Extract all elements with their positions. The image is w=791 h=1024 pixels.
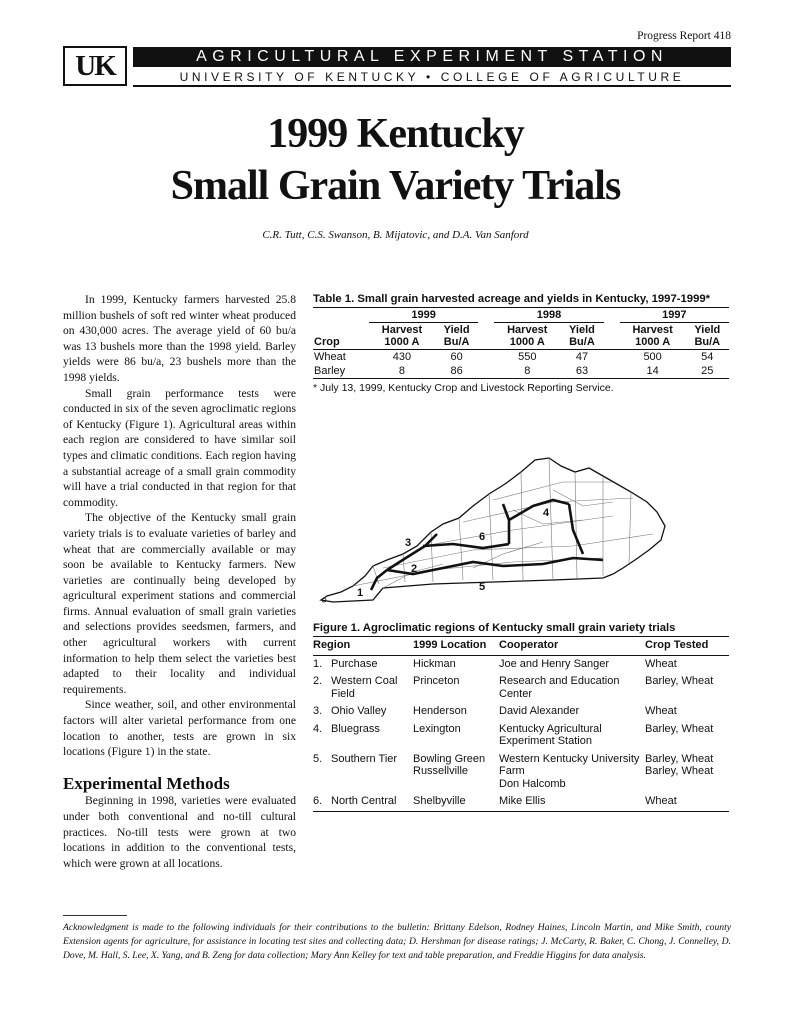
- region-cell: [313, 655, 413, 673]
- year-header: 1997: [620, 308, 729, 323]
- col-header: 1999 Location: [413, 639, 487, 651]
- station-banner: AGRICULTURAL EXPERIMENT STATION: [133, 47, 731, 67]
- value-cell: 430: [392, 351, 412, 363]
- report-number: Progress Report 418: [637, 30, 731, 42]
- region-cell: [313, 721, 413, 751]
- value-cell: 47: [575, 351, 589, 363]
- crop-cell: Barley: [314, 365, 346, 377]
- location-cell: Princeton: [413, 675, 460, 687]
- yield-header: Yield: [569, 324, 595, 336]
- table-row: [313, 721, 729, 751]
- figure1-caption: Figure 1. Agroclimatic regions of Kentucky small grain variety trials: [313, 622, 676, 634]
- region-label: 3: [405, 537, 412, 549]
- location-cell: Shelbyville: [413, 795, 466, 807]
- table1-grid: [313, 307, 729, 379]
- crop-header: Crop: [314, 336, 340, 348]
- harvest-unit: 1000 A: [635, 336, 671, 348]
- table-row: [313, 793, 729, 811]
- region-number: 1.: [313, 657, 323, 670]
- figure1-rows: [313, 655, 729, 811]
- table-row: [313, 364, 729, 379]
- value-cell: 25: [701, 365, 714, 377]
- body-text: [63, 292, 296, 871]
- cooperator-cell: David Alexander: [499, 705, 580, 717]
- harvest-header: Harvest: [507, 324, 548, 336]
- region-name: Southern Tier: [331, 752, 398, 765]
- authors: C.R. Tutt, C.S. Swanson, B. Mijatovic, and D.A. Van Sanford: [262, 229, 529, 241]
- region-label: 2: [411, 563, 418, 575]
- cooperator-cell: Research and Education Center: [499, 675, 620, 700]
- harvest-header: Harvest: [632, 324, 673, 336]
- crop-cell: Barley, Wheat: [645, 675, 714, 687]
- harvest-unit: 1000 A: [384, 336, 420, 348]
- yield-unit: Bu/A: [694, 336, 721, 348]
- region-label: 6: [479, 531, 486, 543]
- crop-cell: Wheat: [645, 705, 677, 717]
- figure1: [313, 622, 729, 812]
- region-label: 5: [479, 581, 486, 593]
- region-number: 4.: [313, 722, 323, 735]
- cooperator-cell: Joe and Henry Sanger: [499, 657, 610, 670]
- paragraph: In 1999, Kentucky farmers harvested 25.8 million bushels of soft red winter wheat produced on 430,000 acres. The average yield of 60 bu/a was 13 bushels more than the 1998 yield. Barley yields were 86 bu/a, 23 bushels more than the 1998 yields.: [63, 293, 296, 384]
- region-label: 4: [543, 507, 550, 519]
- cooperator-cell: Mike Ellis: [499, 795, 546, 807]
- col-header: Crop Tested: [645, 639, 709, 651]
- university-line: UNIVERSITY OF KENTUCKY • COLLEGE OF AGRICULTURE: [133, 70, 731, 87]
- footnote-rule: [63, 915, 127, 916]
- harvest-header: Harvest: [381, 324, 423, 336]
- location-cell: Lexington: [413, 722, 461, 735]
- paragraph: Small grain performance tests were conducted in six of the seven agroclimatic regions of Kentucky (Figure 1). Agricultural areas within each region are considered to have similar soil types and climatic conditions. Each region having a substantial acreage of a small grain commodity will have a trial conducted in that region for that commodity.: [63, 386, 296, 509]
- table-row: [313, 673, 729, 703]
- region-name: North Central: [331, 795, 397, 807]
- value-cell: 8: [524, 365, 531, 377]
- table-row: [313, 655, 729, 673]
- region-name: Western Coal Field: [331, 675, 398, 700]
- region-number: 6.: [313, 795, 323, 807]
- region-label: 1: [357, 587, 364, 599]
- region-number: 2.: [313, 675, 323, 687]
- paragraph: The objective of the Kentucky small grain variety trials is to evaluate varieties of barley and wheat that are commercially available or may soon be available to Kentucky farmers. New varieties are continually being developed by agricultural experiment stations and commercial firms. Annual evaluation of small grain varieties and selections provides seedsmen, farmers, and other agricultural workers with current information to help them select the varieties best adapted to their locality and individual requirements.: [63, 511, 296, 696]
- region-number: 3.: [313, 705, 323, 717]
- value-cell: 86: [450, 365, 463, 377]
- location-cell: Bowling Green Russellville: [413, 752, 486, 777]
- cooperator-cell: Western Kentucky University Farm Don Halcomb: [499, 752, 640, 790]
- kentucky-region-map: [313, 450, 733, 620]
- location-cell: Henderson: [413, 705, 467, 717]
- yield-header: Yield: [694, 324, 721, 336]
- table1-caption: Table 1. Small grain harvested acreage and yields in Kentucky, 1997-1999*: [313, 293, 711, 305]
- crop-cell: Barley, Wheat: [645, 722, 714, 735]
- region-cell: [313, 673, 413, 703]
- section-heading: Experimental Methods: [63, 773, 230, 793]
- uk-logo: UK: [63, 46, 127, 86]
- crop-cell: Wheat: [314, 351, 346, 363]
- crop-cell: Barley, Wheat Barley, Wheat: [645, 752, 714, 777]
- value-cell: 500: [643, 351, 662, 363]
- yield-unit: Bu/A: [569, 336, 595, 348]
- region-name: Bluegrass: [331, 722, 380, 735]
- value-cell: 54: [701, 351, 714, 363]
- table1-note: * July 13, 1999, Kentucky Crop and Livestock Reporting Service.: [313, 382, 614, 394]
- crop-cell: Wheat: [645, 795, 677, 807]
- value-cell: 8: [398, 365, 406, 377]
- harvest-unit: 1000 A: [509, 336, 545, 348]
- col-header: Cooperator: [499, 639, 559, 651]
- value-cell: 60: [450, 351, 463, 363]
- value-cell: 14: [646, 365, 659, 377]
- yield-unit: Bu/A: [443, 336, 470, 348]
- paragraph: Beginning in 1998, varieties were evaluated under both conventional and no-till cultural practices. No-till tests were grown at two locations in addition to the conventional tests, which were grown at all locations.: [63, 794, 296, 870]
- location-cell: Hickman: [413, 657, 456, 670]
- region-name: Ohio Valley: [331, 705, 387, 717]
- crop-cell: Wheat: [645, 657, 677, 670]
- paragraph: Since weather, soil, and other environmental factors will alter varietal performance from one location to another, tests are grown in six locations (Figure 1) in the state.: [63, 698, 296, 759]
- table-row: [313, 751, 729, 794]
- col-header: Region: [313, 639, 351, 651]
- year-header: 1998: [494, 308, 603, 323]
- year-header: 1999: [369, 308, 478, 323]
- acknowledgment: Acknowledgment is made to the following individuals for their contributions to the bulletin: Brittany Edelson, Rodney Haines, Lincoln Martin, and Mike Smith, county Extension agents for agriculture, for assistance in locating test sites and collecting data; D. Hershman for disease ratings; J. McCarty, R. Baker, C. Chong, J. Connelley, D. Dove, M. Hall, S. Lee, X. Yang, and B. Zeng for data collection; Mary Ann Kelley for text and table preparation, and Freddie Higgins for data analysis.: [63, 922, 731, 961]
- table-row: [313, 703, 729, 721]
- value-cell: 63: [575, 365, 589, 377]
- table-row: [313, 350, 729, 365]
- region-cell: [313, 703, 413, 721]
- region-cell: [313, 751, 413, 794]
- region-name: Purchase: [331, 657, 378, 670]
- value-cell: 550: [518, 351, 537, 363]
- table1: [313, 293, 729, 394]
- page-title-line2: Small Grain Variety Trials: [170, 163, 621, 209]
- cooperator-cell: Kentucky Agricultural Experiment Station: [499, 722, 602, 747]
- state-outline: [321, 458, 665, 602]
- region-number: 5.: [313, 752, 323, 765]
- yield-header: Yield: [443, 324, 470, 336]
- region-cell: [313, 793, 413, 811]
- figure1-grid: [313, 636, 729, 812]
- page-title-line1: 1999 Kentucky: [267, 111, 524, 157]
